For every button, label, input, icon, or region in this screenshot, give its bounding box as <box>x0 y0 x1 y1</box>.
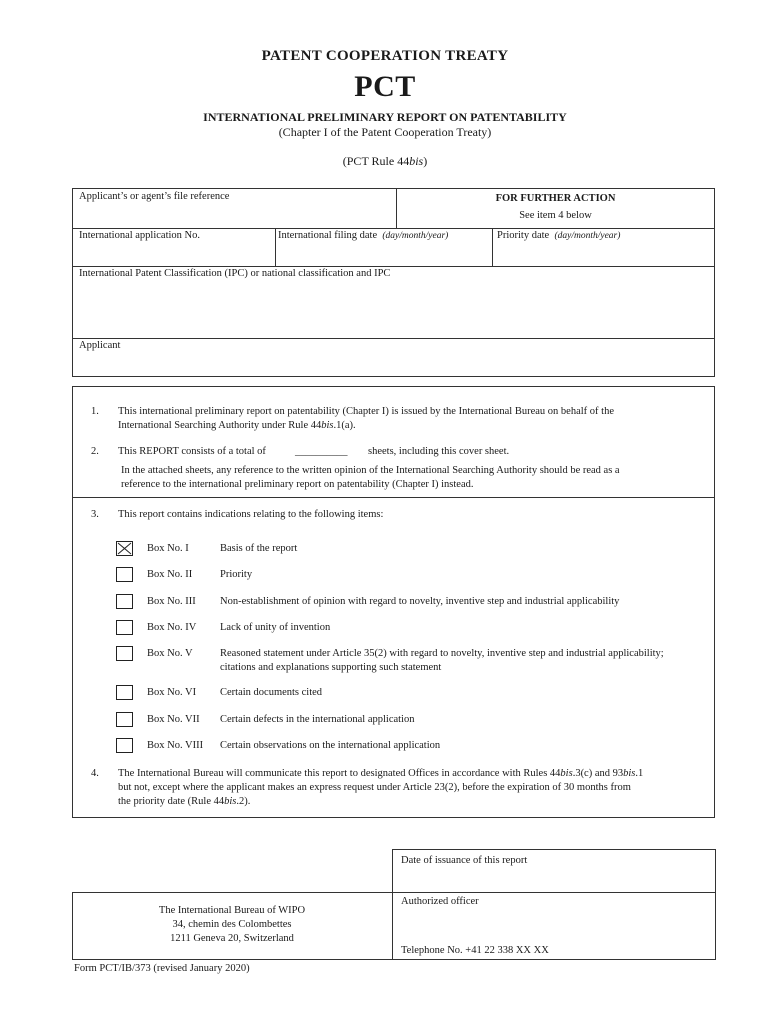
item-2-sheets-suffix: sheets, including this cover sheet. <box>368 446 510 457</box>
box-checkbox[interactable] <box>116 685 133 700</box>
wipo-address: The International Bureau of WIPO 34, chemin des Colombettes 1211 Geneva 20, Switzerland <box>158 905 306 944</box>
box-description: Priority <box>220 569 253 580</box>
form-identifier: Form PCT/IB/373 (revised January 2020) <box>74 963 250 974</box>
box-checkbox[interactable] <box>116 620 133 635</box>
box-checkbox[interactable] <box>116 738 133 753</box>
further-action-title: FOR FURTHER ACTION <box>495 193 616 204</box>
authorized-officer-label: Authorized officer <box>401 896 479 907</box>
item-3-intro: This report contains indications relating to the following items: <box>118 509 384 520</box>
box-description: Certain observations on the international application <box>220 740 441 751</box>
box-description: Non-establishment of opinion with regard to novelty, inventive step and industrial applicability <box>220 596 620 607</box>
issuance-date-label: Date of issuance of this report <box>401 855 528 866</box>
item-4-text: The International Bureau will communicate this report to designated Offices in accordance with Rules 44bis.3(c) and 93bis.1 but not, except where the applicant makes an express request under Article 23(2), before the expiration of 30 months from the priority date (Rule 44bis.2). <box>118 768 644 807</box>
box-checkbox[interactable] <box>116 594 133 609</box>
item-3-number: 3. <box>91 509 99 520</box>
box-checkbox[interactable] <box>116 541 133 556</box>
further-action-note: See item 4 below <box>519 210 592 221</box>
pct-heading: PCT <box>354 70 416 103</box>
priority-date-label: Priority date (day/month/year) <box>497 230 621 241</box>
box-description: Lack of unity of invention <box>220 622 331 633</box>
box-checkbox[interactable] <box>116 646 133 661</box>
box-checkbox[interactable] <box>116 567 133 582</box>
checkmark-x-icon <box>117 542 132 555</box>
telephone-number: Telephone No. +41 22 338 XX XX <box>401 945 549 956</box>
item-1-text: This international preliminary report on patentability (Chapter I) is issued by the International Bureau on behalf of the International Searching Authority under Rule 44bis.1(a). <box>118 406 614 431</box>
box-description: Certain defects in the international application <box>220 714 415 725</box>
item-2-sheets-blank: __________ <box>295 446 348 457</box>
box-number-label: Box No. I <box>147 543 189 554</box>
item-2-sheets-prefix: This REPORT consists of a total of <box>118 446 266 457</box>
item-1-number: 1. <box>91 406 99 417</box>
box-description: Certain documents cited <box>220 687 323 698</box>
box-description: Reasoned statement under Article 35(2) with regard to novelty, inventive step and industrial applicability; citations and explanations supporting such statement <box>220 648 664 673</box>
box-number-label: Box No. VI <box>147 687 197 698</box>
file-reference-label: Applicant’s or agent’s file reference <box>79 191 230 202</box>
box-number-label: Box No. IV <box>147 622 197 633</box>
box-number-label: Box No. V <box>147 648 193 659</box>
report-title: INTERNATIONAL PRELIMINARY REPORT ON PATENTABILITY <box>203 110 567 124</box>
application-number-label: International application No. <box>79 230 201 241</box>
box-description: Basis of the report <box>220 543 298 554</box>
applicant-label: Applicant <box>79 340 121 351</box>
item-4-number: 4. <box>91 768 99 779</box>
filing-date-label: International filing date (day/month/year) <box>278 230 449 241</box>
box-number-label: Box No. II <box>147 569 193 580</box>
pct-rule: (PCT Rule 44bis) <box>342 154 428 168</box>
treaty-title: PATENT COOPERATION TREATY <box>261 48 509 64</box>
box-number-label: Box No. VIII <box>147 740 204 751</box>
report-subtitle: (Chapter I of the Patent Cooperation Treaty) <box>278 125 492 139</box>
ipc-label: International Patent Classification (IPC) or national classification and IPC <box>79 268 391 279</box>
item-2-number: 2. <box>91 446 99 457</box>
item-2-note: In the attached sheets, any reference to the written opinion of the International Searching Authority should be read as a reference to the international preliminary report on patentability (Chapter I) instead. <box>121 465 620 490</box>
box-checkbox[interactable] <box>116 712 133 727</box>
box-number-label: Box No. VII <box>147 714 200 725</box>
box-number-label: Box No. III <box>147 596 196 607</box>
